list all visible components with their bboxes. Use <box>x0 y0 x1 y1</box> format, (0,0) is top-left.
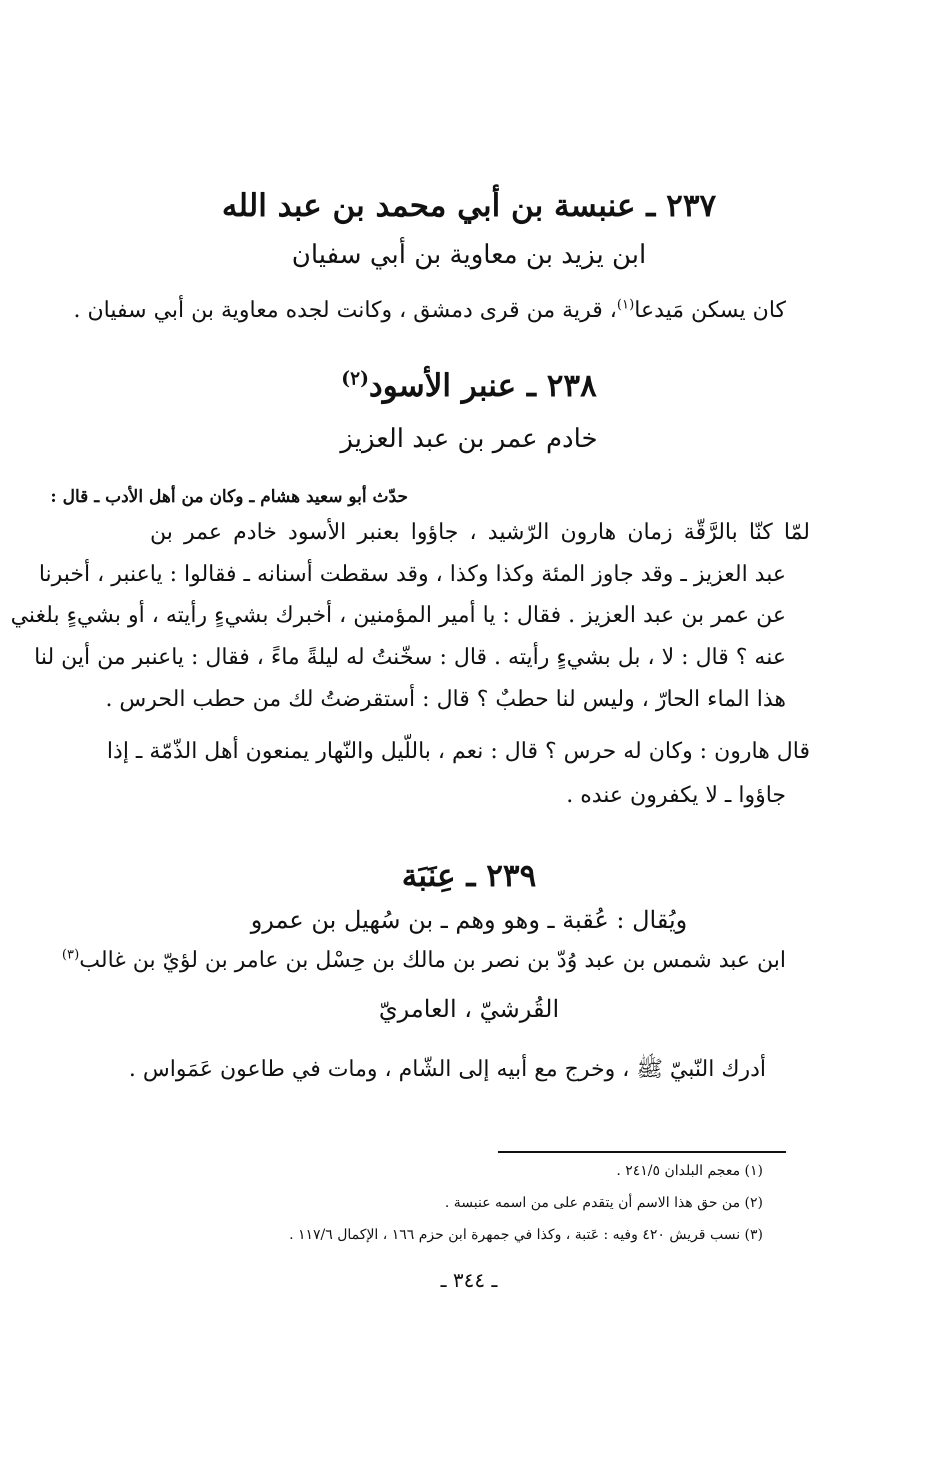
paragraph-line: عن عمر بن عبد العزيز . فقال : يا أمير المؤمنين ، أخبرك بشيءٍ رأيته ، أو بشيءٍ بلغني <box>10 603 786 628</box>
footnote-1: (١) معجم البلدان ٢٤١/٥ . <box>616 1163 763 1179</box>
footnote-3: (٣) نسب قريش ٤٢٠ وفيه : عَتبة ، وكذا في جمهرة ابن حزم ١٦٦ ، الإكمال ١١٧/٦ . <box>289 1227 763 1243</box>
footnote-ref-1: (١) <box>616 297 635 313</box>
entry-238-intro: حدّث أبو سعيد هشام ـ وكان من أهل الأدب ـ قال : <box>50 487 408 507</box>
paragraph-line: جاؤوا ـ لا يكفرون عنده . <box>566 783 786 808</box>
entry-237-body-start: كان يسكن مَيدعا <box>634 298 786 323</box>
entry-239-lineage2: القُرشيّ ، العامريّ <box>378 995 560 1023</box>
entry-239-lineage-text: ابن عبد شمس بن عبد وُدّ بن نصر بن مالك بن حِسْل بن عامر بن لؤيّ بن غالب <box>79 948 786 973</box>
paragraph-line: عبد العزيز ـ وقد جاوز المئة وكذا وكذا ، وقد سقطت أسنانه ـ فقالوا : ياعنبر ، أخبرنا <box>38 562 786 587</box>
entry-237-title: ٢٣٧ ـ عنبسة بن أبي محمد بن عبد الله <box>221 188 717 224</box>
entry-239-subtitle: ويُقال : عُقبة ـ وهو وهم ـ بن سُهيل بن عمرو <box>250 906 688 934</box>
footnote-2: (٢) من حق هذا الاسم أن يتقدم على من اسمه عنبسة . <box>444 1195 763 1211</box>
paragraph-line: عنه ؟ قال : لا ، بل بشيءٍ رأيته . قال : سخّنتُ له ليلةً ماءً ، فقال : ياعنبر من أين لنا <box>34 645 786 670</box>
page-number: ـ ٣٤٤ ـ <box>440 1268 498 1292</box>
entry-238-subtitle: خادم عمر بن عبد العزيز <box>340 424 598 454</box>
footnote-separator <box>498 1151 786 1153</box>
entry-238-title: ٢٣٨ ـ عنبر الأسود <box>368 368 597 404</box>
entry-239-title: ٢٣٩ ـ عِنَبَة <box>401 858 537 894</box>
entry-239-body: أدرك النّبيّ ﷺ ، وخرج مع أبيه إلى الشّام ، ومات في طاعون عَمَواس . <box>128 1057 766 1082</box>
paragraph-line: لمّا كنّا بالرَّقّة زمان هارون الرّشيد ، جاؤوا بعنبر الأسود خادم عمر بن <box>150 520 810 545</box>
footnote-ref-3: (٣) <box>61 947 80 963</box>
footnote-ref-2: (٢) <box>341 368 369 390</box>
entry-237-body-end: ، قرية من قرى دمشق ، وكانت لجده معاوية بن أبي سفيان . <box>73 298 617 323</box>
paragraph-line: هذا الماء الحارّ ، وليس لنا حطبٌ ؟ قال : أستقرضتُ لك من حطب الحرس . <box>105 687 786 712</box>
paragraph-line: قال هارون : وكان له حرس ؟ قال : نعم ، باللّيل والنّهار يمنعون أهل الذّمّة ـ إذا <box>106 739 810 764</box>
entry-238-title-wrap <box>0 368 938 404</box>
entry-237-body <box>74 298 786 323</box>
entry-239-lineage <box>62 948 786 973</box>
entry-237-subtitle: ابن يزيد بن معاوية بن أبي سفيان <box>291 240 647 270</box>
